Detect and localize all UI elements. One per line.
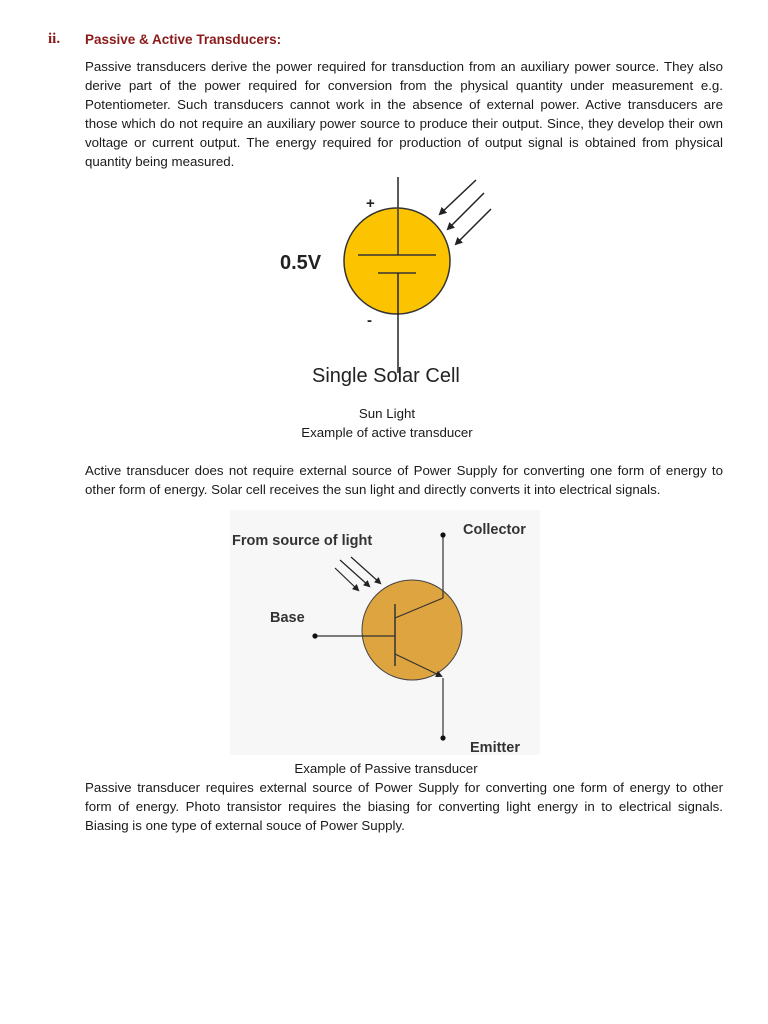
intro-paragraph: Passive transducers derive the power required for transduction from an auxiliary power source. They also derive part of the power required for conversion from the physical quantity under measurement e.g. Potentiometer. Such transducers cannot work in the absence of external power. Active transducers are those which do not require an auxiliary power source to produce their output. Since, they develop their own voltage or current output. The energy required for production of output signal is obtained from physical quantity being measured. (85, 59, 723, 169)
solar-cell-circle (344, 208, 450, 314)
light-arrow (456, 209, 491, 244)
emitter-terminal-dot (440, 735, 445, 740)
plus-sign: + (366, 195, 375, 212)
collector-terminal-dot (440, 532, 445, 537)
transistor-circle (362, 580, 462, 680)
light-source-label: From source of light (232, 533, 373, 549)
base-label: Base (270, 610, 305, 626)
section-title: Passive & Active Transducers: (85, 32, 282, 47)
solar-caption-line2: Example of active transducer (301, 425, 473, 440)
phototransistor-caption: Example of Passive transducer (294, 761, 478, 776)
solar-caption-line1: Sun Light (358, 406, 416, 421)
solar-figure-title: Single Solar Cell (312, 365, 460, 387)
section-number: ii. (48, 31, 61, 47)
emitter-label: Emitter (470, 740, 520, 755)
base-terminal-dot (312, 633, 317, 638)
phototransistor-figure (230, 510, 540, 755)
solar-cell-figure (280, 177, 492, 387)
active-transducer-paragraph: Active transducer does not require external source of Power Supply for converting one form of energy to other form of energy. Solar cell receives the sun light and directly converts it into electrical signals. (85, 463, 723, 497)
passive-transducer-paragraph: Passive transducer requires external source of Power Supply for converting one form of energy to other form of energy. Photo transistor requires the biasing for converting light energy in to electrical signals. Biasing is one type of external souce of Power Supply. (85, 780, 723, 833)
minus-sign: - (367, 312, 372, 329)
voltage-label: 0.5V (280, 252, 322, 274)
light-arrow (440, 180, 476, 214)
light-arrow (448, 193, 484, 229)
collector-label: Collector (463, 522, 526, 538)
